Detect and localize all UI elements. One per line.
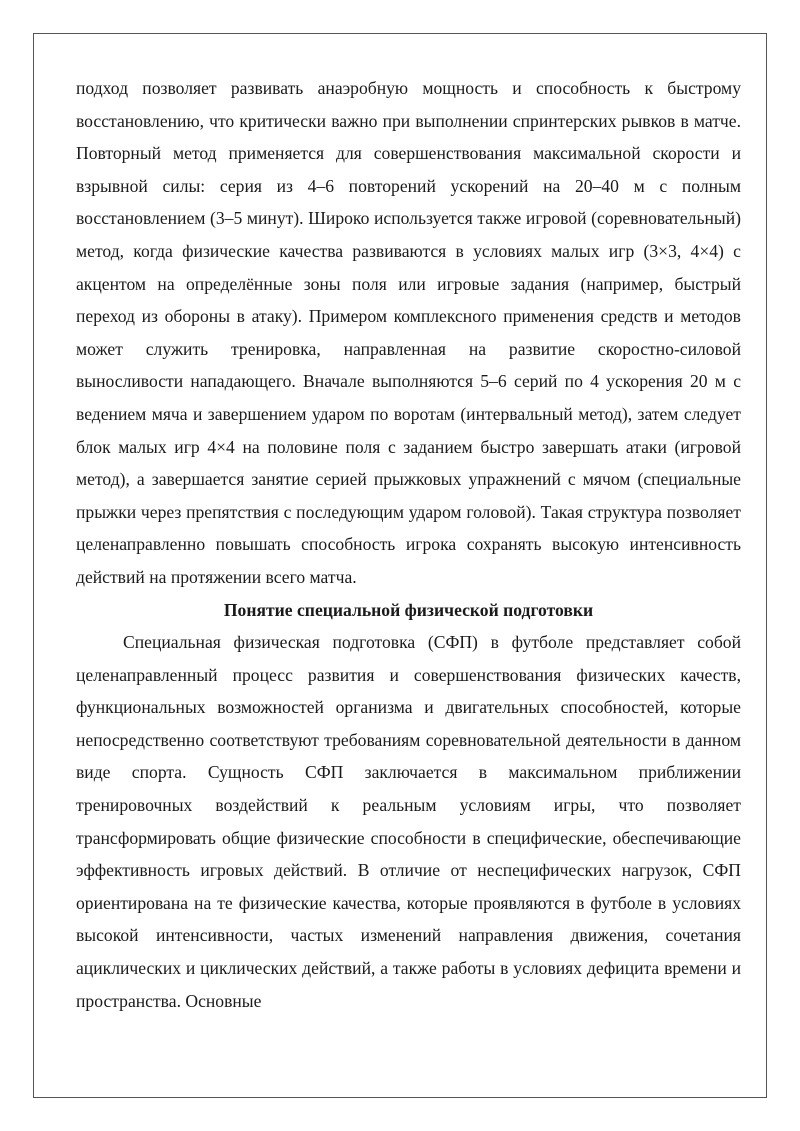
paragraph-continued: подход позволяет развивать анаэробную мощность и способность к быстрому восстановлению, что критически важно при выполнении спринтерских рывков в матче. Повторный метод применяется для совершенствования максимальной скорости и взрывной силы: серия из 4–6 повторений ускорений на 20–40 м с полным восстановлением (3–5 минут). Широко используется также игровой (соревновательный) метод, когда физические качества развиваются в условиях малых игр (3×3, 4×4) с акцентом на определённые зоны поля или игровые задания (например, быстрый переход из обороны в атаку). Примером комплексного применения средств и методов может служить тренировка, направленная на развитие скоростно-силовой выносливости нападающего. Вначале выполняются 5–6 серий по 4 ускорения 20 м с ведением мяча и завершением ударом по воротам (интервальный метод), затем следует блок малых игр 4×4 на половине поля с заданием быстро завершать атаки (игровой метод), а завершается занятие серией прыжковых упражнений с мячом (специальные прыжки через препятствия с последующим ударом головой). Такая структура позволяет целенаправленно повышать способность игрока сохранять высокую интенсивность действий на протяжении всего матча. [76, 78, 741, 587]
section-heading: Понятие специальной физической подготовки [223, 599, 594, 620]
document-body [76, 72, 741, 1017]
paragraph-sfp-definition: Специальная физическая подготовка (СФП) в футболе представляет собой целенаправленный процесс развития и совершенствования физических качеств, функциональных возможностей организма и двигательных способностей, которые непосредственно соответствуют требованиям соревновательной деятельности в данном виде спорта. Сущность СФП заключается в максимальном приближении тренировочных воздействий к реальным условиям игры, что позволяет трансформировать общие физические способности в специфические, обеспечивающие эффективность игровых действий. В отличие от неспецифических нагрузок, СФП ориентирована на те физические качества, которые проявляются в футболе в условиях высокой интенсивности, частых изменений направления движения, сочетания ациклических и циклических действий, а также работы в условиях дефицита времени и пространства. Основные [76, 632, 741, 1011]
